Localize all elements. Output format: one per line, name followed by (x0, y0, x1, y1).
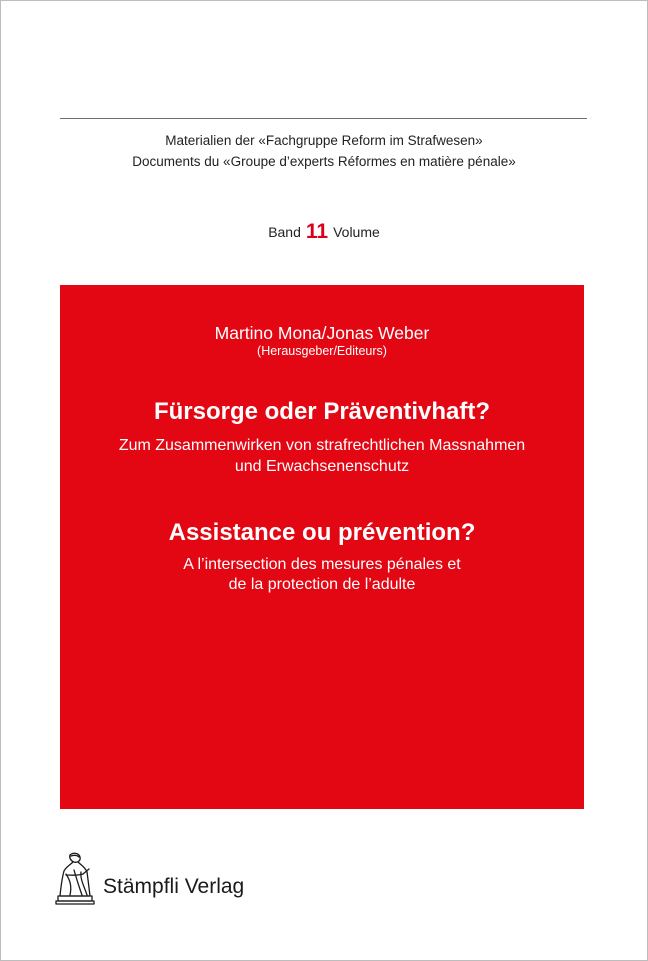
volume-label-de: Band (268, 224, 301, 240)
volume-line (0, 219, 648, 243)
editors-role: (Herausgeber/Editeurs) (257, 344, 387, 358)
subtitle-fr-line-2: de la protection de l’adulte (228, 576, 416, 593)
volume-label-fr: Volume (333, 224, 380, 240)
series-title (0, 130, 648, 172)
subtitle-de-line-2: und Erwachsenenschutz (234, 458, 410, 475)
staempfli-logo-icon (54, 850, 96, 906)
editors: Martino Mona/Jonas Weber (214, 323, 430, 343)
title-de: Fürsorge oder Präventivhaft? (153, 398, 491, 425)
volume-number: 11 (305, 220, 329, 243)
publisher-name: Stämpfli Verlag (103, 875, 245, 898)
subtitle-fr-line-1: A l’intersection des mesures pénales et (183, 556, 461, 573)
cover-panel (60, 285, 584, 809)
subtitle-de-line-1: Zum Zusammenwirken von strafrechtlichen Massnahmen (118, 437, 526, 454)
title-fr: Assistance ou prévention? (168, 519, 476, 546)
series-line-de: Materialien der «Fachgruppe Reform im Strafwesen» (165, 133, 483, 148)
subtitle-fr (60, 555, 584, 595)
publisher (54, 848, 244, 908)
top-rule (60, 118, 587, 119)
subtitle-de (60, 435, 584, 477)
series-line-fr: Documents du «Groupe d’experts Réformes en matière pénale» (132, 154, 516, 169)
